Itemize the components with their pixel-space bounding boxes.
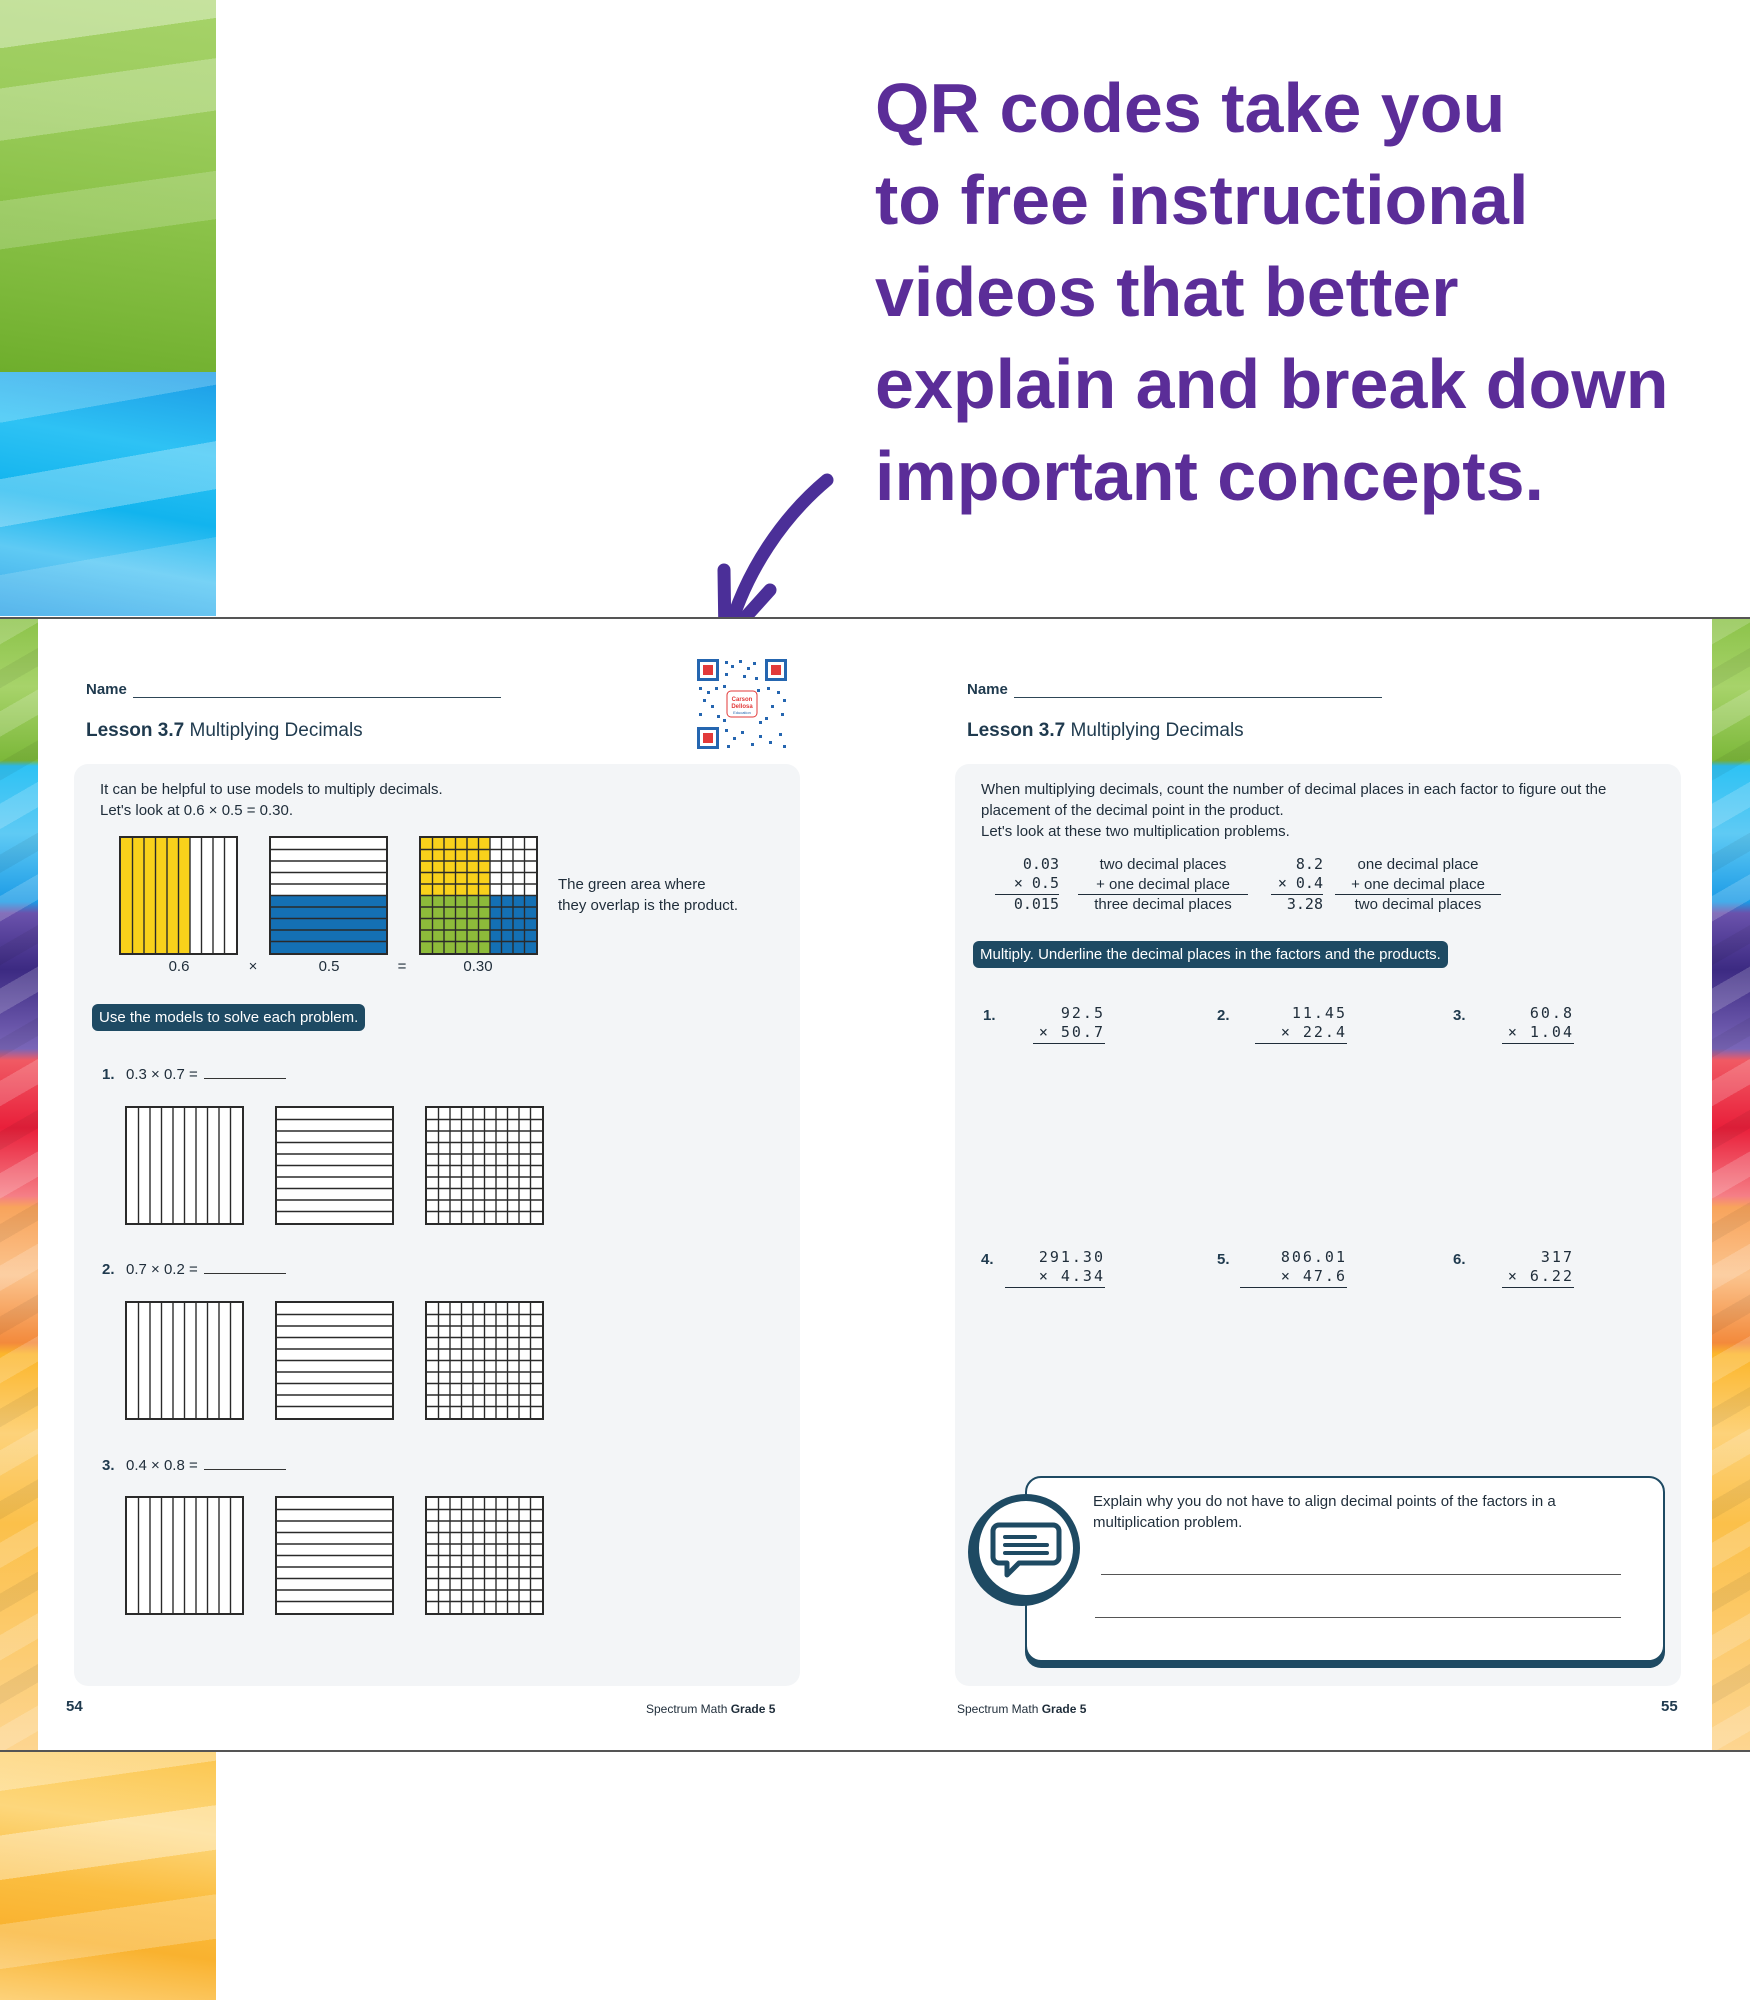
blank-row-model[interactable] (275, 1496, 394, 1615)
name-field[interactable] (86, 681, 501, 698)
qr-code[interactable] (695, 657, 789, 751)
equals-sign: = (397, 958, 407, 975)
problem-number: 1. (983, 1007, 996, 1024)
svg-text:Dellosa: Dellosa (731, 704, 753, 710)
headline-line: to free instructional (875, 161, 1529, 239)
right-page (875, 619, 1712, 1750)
workbook-spread (0, 617, 1750, 1752)
lesson-title (86, 720, 363, 742)
times-sign: × (248, 958, 258, 975)
lesson-number: Lesson 3.7 (967, 720, 1066, 741)
page-number: 54 (66, 1698, 83, 1715)
left-page (38, 619, 875, 1750)
intro-line: When multiplying decimals, count the number of decimal places in each factor to figure out the (981, 781, 1607, 798)
footer-series: Spectrum Math Grade 5 (957, 1702, 1087, 1716)
instruction-banner: Multiply. Underline the decimal places in the factors and the products. (973, 941, 1448, 968)
problem-expression: 0.4 × 0.8 = (126, 1457, 286, 1474)
problem-number: 2. (1217, 1007, 1230, 1024)
name-line[interactable] (133, 684, 501, 698)
blank-row-model[interactable] (275, 1106, 394, 1225)
model-label-0.5: 0.5 (318, 958, 340, 975)
model-note (558, 874, 738, 916)
intro-text (100, 779, 443, 821)
page-edge-left (0, 619, 38, 1750)
note-line: The green area where (558, 876, 706, 893)
model-tenths-rows-0.5 (269, 836, 388, 955)
blank-column-model[interactable] (125, 1496, 244, 1615)
svg-text:Education: Education (733, 710, 751, 715)
page-number: 55 (1661, 1698, 1678, 1715)
page-edge-right (1712, 619, 1750, 1750)
note-line: they overlap is the product. (558, 897, 739, 914)
answer-line[interactable] (1101, 1574, 1621, 1575)
intro-line: Let's look at 0.6 × 0.5 = 0.30. (100, 802, 294, 819)
problem-vertical[interactable]: 806.01 × 47.6 (1240, 1248, 1347, 1288)
blank-column-model[interactable] (125, 1106, 244, 1225)
problem-number: 3. (1453, 1007, 1466, 1024)
answer-blank[interactable] (204, 1067, 286, 1079)
example-2-notes: one decimal place + one decimal place two decimal places (1335, 855, 1501, 915)
example-1-vertical: 0.03 × 0.5 0.015 (995, 855, 1059, 914)
problem-number: 3. (102, 1457, 115, 1474)
blank-grid-model[interactable] (425, 1301, 544, 1420)
answer-blank[interactable] (204, 1458, 286, 1470)
intro-line: placement of the decimal point in the product. (981, 802, 1284, 819)
headline-line: QR codes take you (875, 69, 1506, 147)
problem-number: 2. (102, 1261, 115, 1278)
model-hundredths-grid-0.30 (419, 836, 538, 955)
model-label-0.30: 0.30 (463, 958, 493, 975)
answer-blank[interactable] (204, 1262, 286, 1274)
lesson-name: Multiplying Decimals (1070, 720, 1244, 741)
blank-grid-model[interactable] (425, 1106, 544, 1225)
name-line[interactable] (1014, 684, 1382, 698)
problem-vertical[interactable]: 11.45 × 22.4 (1255, 1004, 1347, 1044)
decorative-blue-strip (0, 372, 216, 616)
intro-line: It can be helpful to use models to multiply decimals. (100, 781, 443, 798)
example-2-vertical: 8.2 × 0.4 3.28 (1271, 855, 1323, 914)
intro-text (981, 779, 1606, 842)
model-tenths-columns-0.6 (119, 836, 238, 955)
headline-line: videos that better (875, 253, 1459, 331)
speech-bubble-icon (972, 1494, 1080, 1602)
svg-text:Carson: Carson (731, 697, 753, 703)
name-label: Name (967, 681, 1008, 698)
instruction-banner: Use the models to solve each problem. (92, 1004, 365, 1031)
explain-prompt: Explain why you do not have to align decimal points of the factors in a multiplication problem. (1093, 1493, 1556, 1531)
blank-grid-model[interactable] (425, 1496, 544, 1615)
problem-vertical[interactable]: 92.5 × 50.7 (1033, 1004, 1105, 1044)
footer-series: Spectrum Math Grade 5 (646, 1702, 776, 1716)
decorative-yellow-strip (0, 1752, 216, 2000)
name-label: Name (86, 681, 127, 698)
lesson-title (967, 720, 1244, 742)
problem-expression: 0.3 × 0.7 = (126, 1066, 286, 1083)
problem-number: 4. (981, 1251, 994, 1268)
problem-vertical[interactable]: 317 × 6.22 (1502, 1248, 1574, 1288)
lesson-number: Lesson 3.7 (86, 720, 185, 741)
problem-number: 5. (1217, 1251, 1230, 1268)
blank-column-model[interactable] (125, 1301, 244, 1420)
headline-line: important concepts. (875, 437, 1544, 515)
intro-line: Let's look at these two multiplication problems. (981, 823, 1290, 840)
promo-headline (875, 62, 1735, 522)
problem-expression: 0.7 × 0.2 = (126, 1261, 286, 1278)
blank-row-model[interactable] (275, 1301, 394, 1420)
decorative-green-strip (0, 0, 216, 372)
answer-line[interactable] (1095, 1617, 1621, 1618)
problem-vertical[interactable]: 291.30 × 4.34 (1005, 1248, 1105, 1288)
name-field[interactable] (967, 681, 1382, 698)
example-1-notes: two decimal places + one decimal place three decimal places (1078, 855, 1248, 915)
problem-number: 1. (102, 1066, 115, 1083)
problem-number: 6. (1453, 1251, 1466, 1268)
problem-vertical[interactable]: 60.8 × 1.04 (1502, 1004, 1574, 1044)
model-label-0.6: 0.6 (168, 958, 190, 975)
headline-line: explain and break down (875, 345, 1669, 423)
lesson-name: Multiplying Decimals (189, 720, 363, 741)
